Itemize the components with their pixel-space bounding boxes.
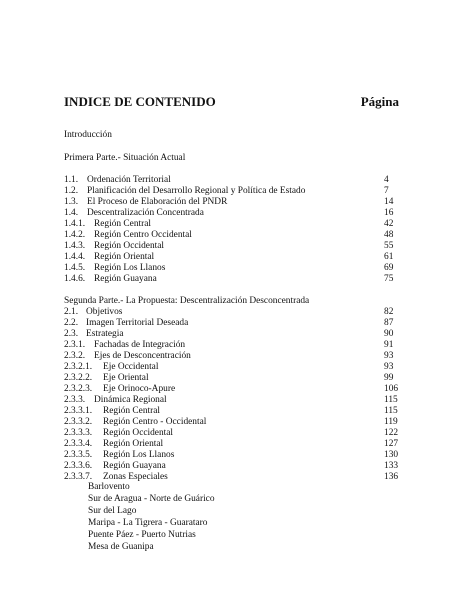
entry-number: 2.3.3.2. — [64, 417, 93, 427]
entry-page: 93 — [384, 351, 394, 361]
entry-title: Planificación del Desarrollo Regional y Política de Estado — [87, 186, 306, 196]
entry-page: 48 — [384, 230, 394, 240]
entry-number: 1.4.3. — [64, 241, 86, 251]
entry-page: 133 — [384, 461, 399, 471]
entry-number: 2.3.3.5. — [64, 450, 93, 460]
entry-page: 82 — [384, 307, 394, 317]
entry-number: 2.3.2.3. — [64, 384, 93, 394]
entry-title: Objetivos — [86, 307, 123, 317]
entry-number: 1.1. — [64, 175, 79, 185]
entry-page: 87 — [384, 318, 394, 328]
entry-title: Estrategia — [86, 329, 124, 339]
entry-title: Región Los Llanos — [103, 450, 175, 460]
entry-title: Región Guayana — [94, 274, 157, 284]
index-title: INDICE DE CONTENIDO — [64, 94, 216, 109]
entry-title: Región Central — [103, 406, 161, 416]
entry-title: Región Central — [94, 219, 152, 229]
entry-number: 2.3.2. — [64, 351, 86, 361]
entry-number: 2.3.3.7. — [64, 472, 93, 482]
entry-page: 16 — [384, 208, 394, 218]
entry-page: 119 — [384, 417, 398, 427]
special-zone-item: Barlovento — [88, 482, 130, 492]
entry-page: 115 — [384, 406, 398, 416]
entry-title: Región Centro - Occidental — [103, 417, 207, 427]
entry-number: 2.3. — [64, 329, 79, 339]
entry-number: 2.3.3.3. — [64, 428, 93, 438]
entry-number: 2.3.1. — [64, 340, 86, 350]
entry-page: 4 — [384, 175, 389, 185]
entry-title: Región Centro Occidental — [94, 230, 192, 240]
entry-page: 122 — [384, 428, 399, 438]
entry-title: Imagen Territorial Deseada — [86, 318, 189, 328]
entry-page: 115 — [384, 395, 398, 405]
entry-page: 99 — [384, 373, 394, 383]
entry-number: 2.3.3.4. — [64, 439, 93, 449]
entry-number: 2.3.3. — [64, 395, 86, 405]
entry-number: 1.2. — [64, 186, 79, 196]
entry-number: 1.4.4. — [64, 252, 86, 262]
entry-title: Ejes de Desconcentración — [94, 351, 191, 361]
special-zone-item: Mesa de Guanipa — [88, 542, 154, 552]
entry-number: 2.3.3.6. — [64, 461, 93, 471]
part1-title-text: Primera Parte.- Situación Actual — [64, 153, 186, 163]
entry-number: 1.4.5. — [64, 263, 86, 273]
entry-page: 61 — [384, 252, 394, 262]
intro-label: Introducción — [64, 130, 112, 140]
entry-page: 130 — [384, 450, 399, 460]
entry-title: Eje Orinoco-Apure — [103, 384, 176, 394]
entry-title: Región Oriental — [94, 252, 155, 262]
entry-number: 1.4. — [64, 208, 79, 218]
special-zone-item: Maripa - La Tigrera - Guarataro — [88, 518, 208, 528]
special-zone-item: Sur de Aragua - Norte de Guárico — [88, 494, 215, 504]
entry-title: Zonas Especiales — [103, 472, 168, 482]
entry-number: 2.3.2.2. — [64, 373, 93, 383]
entry-title: Eje Occidental — [103, 362, 159, 372]
entry-page: 14 — [384, 197, 394, 207]
entry-title: Región Guayana — [103, 461, 166, 471]
entry-number: 1.4.1. — [64, 219, 86, 229]
entry-page: 136 — [384, 472, 399, 482]
entry-number: 2.1. — [64, 307, 79, 317]
entry-number: 2.2. — [64, 318, 79, 328]
entry-title: Fachadas de Integración — [94, 340, 186, 350]
entry-page: 55 — [384, 241, 394, 251]
page-column-label: Página — [360, 94, 399, 109]
entry-title: Región Oriental — [103, 439, 164, 449]
entry-title: Descentralización Concentrada — [87, 208, 204, 218]
entry-page: 93 — [384, 362, 394, 372]
entry-title: Región Los Llanos — [94, 263, 166, 273]
entry-page: 127 — [384, 439, 399, 449]
entry-number: 2.3.2.1. — [64, 362, 93, 372]
entry-page: 90 — [384, 329, 394, 339]
entry-page: 91 — [384, 340, 394, 350]
entry-page: 75 — [384, 274, 394, 284]
entry-title: Región Occidental — [94, 241, 165, 251]
entry-title: Ordenación Territorial — [87, 175, 171, 185]
entry-number: 1.4.6. — [64, 274, 86, 284]
entry-page: 7 — [384, 186, 389, 196]
entry-page: 106 — [384, 384, 399, 394]
entry-title: Eje Oriental — [103, 373, 149, 383]
entry-title: El Proceso de Elaboración del PNDR — [87, 197, 228, 207]
part2-title-text: Segunda Parte.- La Propuesta: Descentralización Desconcentrada — [64, 296, 310, 306]
entry-number: 2.3.3.1. — [64, 406, 93, 416]
entry-title: Dinámica Regional — [94, 395, 167, 405]
special-zone-item: Puente Páez - Puerto Nutrias — [88, 530, 196, 540]
entry-page: 42 — [384, 219, 394, 229]
entry-number: 1.3. — [64, 197, 79, 207]
entry-title: Región Occidental — [103, 428, 174, 438]
entry-number: 1.4.2. — [64, 230, 86, 240]
entry-page: 69 — [384, 263, 394, 273]
special-zone-item: Sur del Lago — [88, 506, 137, 516]
